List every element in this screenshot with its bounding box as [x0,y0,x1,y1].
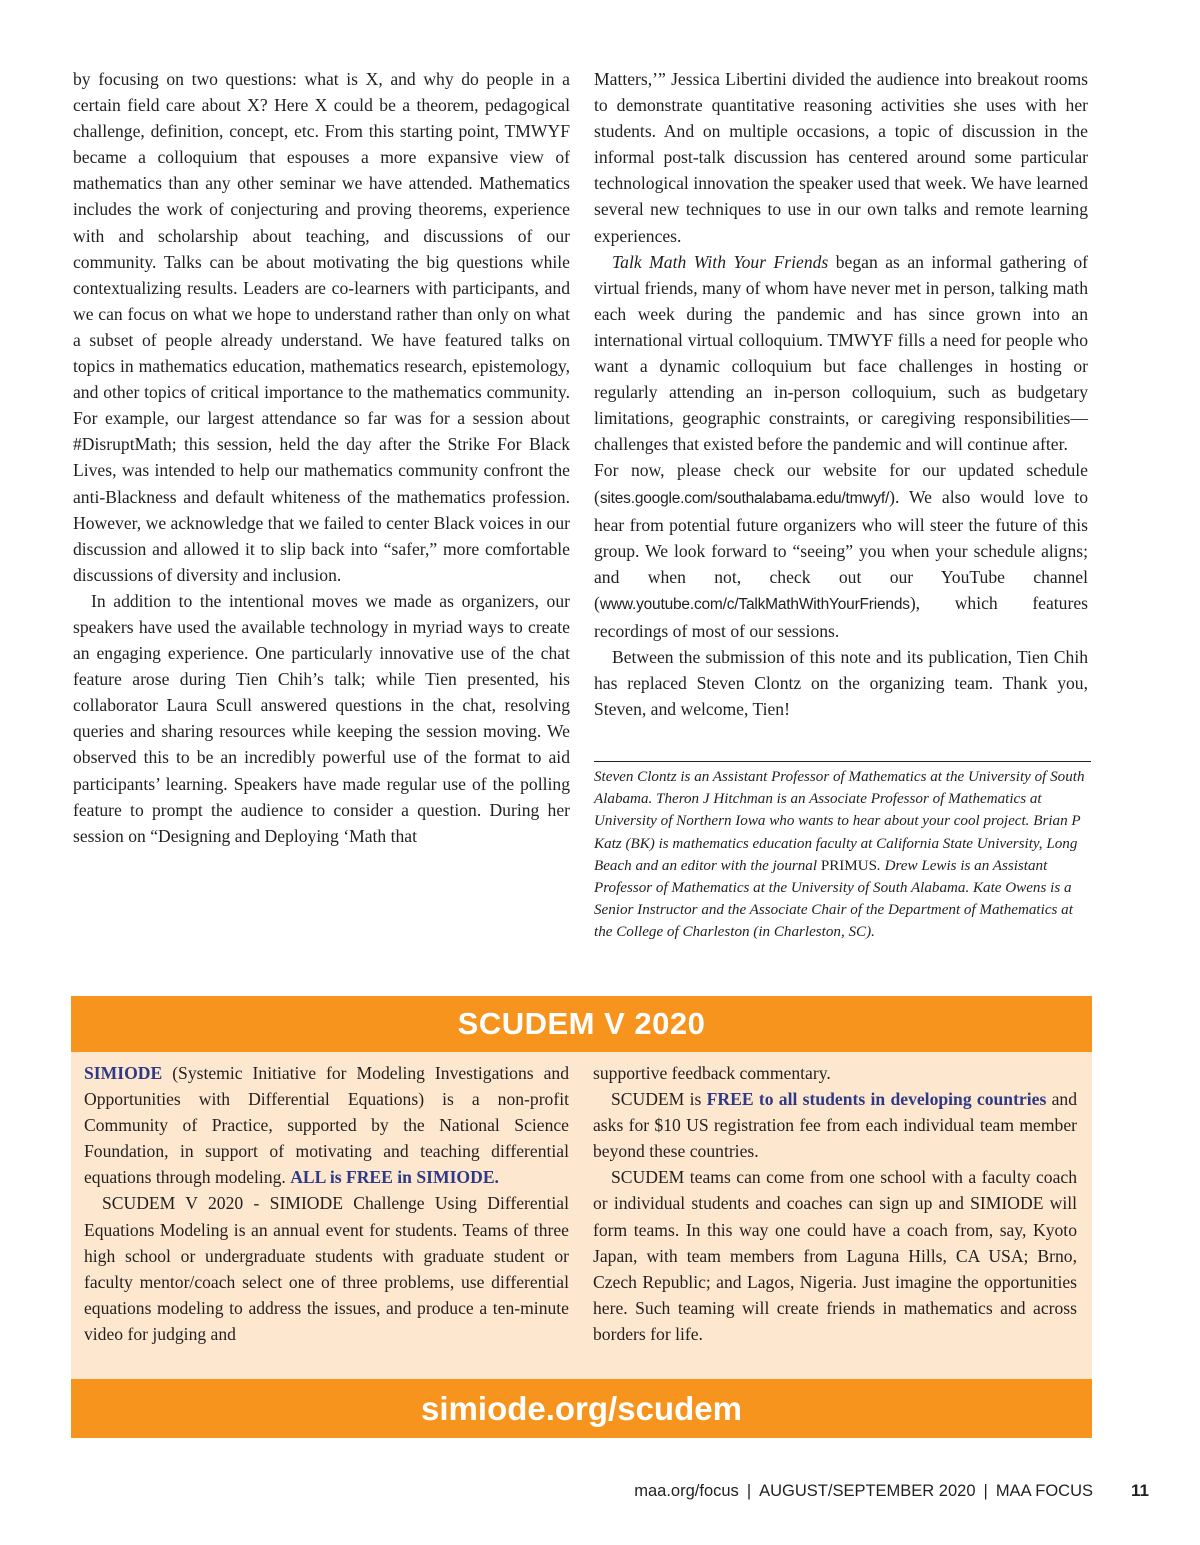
page-number: 11 [1131,1481,1149,1500]
scudem-paragraph: SCUDEM V 2020 - SIMIODE Challenge Using Differential Equations Modeling is an annual event for students. Teams of three high school or undergraduate students with graduate student or faculty mentor/coach select one of three problems, use differential equations modeling to address the issues, and produce a ten-minute video for judging and [84,1193,569,1344]
article-paragraph: Between the submission of this note and its publication, Tien Chih has replaced Steven Clontz on the organizing team. Thank you, Steven, and welcome, Tien! [594,647,1088,720]
article-paragraph: For now, please check our website for our updated schedule (sites.google.com/southalabama.edu/tmwyf/). We also would love to hear from potential future organizers who will steer the future of this group. We look forward to “seeing” you when your schedule aligns; and when not, check out our YouTube channel (www.youtube.com/c/TalkMathWithYourFriends), which features recordings of most of our sessions. [594,460,1088,641]
journal-name: PRIMUS [820,857,878,874]
article-column-left [73,66,570,849]
page-folio: maa.org/focus | AUGUST/SEPTEMBER 2020 | MAA FOCUS [634,1482,1093,1500]
seminar-title: Talk Math With Your Friends [612,251,829,272]
simiode-link[interactable]: SIMIODE [84,1063,163,1083]
scudem-paragraph: supportive feedback commentary. [593,1063,831,1083]
youtube-link[interactable]: www.youtube.com/c/TalkMathWithYourFriends [599,595,910,613]
website-link[interactable]: sites.google.com/southalabama.edu/tmwyf/ [599,489,890,507]
free-highlight: ALL is FREE in SIMIODE. [290,1167,499,1188]
article-paragraph: by focusing on two questions: what is X, and why do people in a certain field care about X? Here X could be a theorem, pedagogical challenge, definition, concept, etc. From this starting point, TMWYF became a colloquium that espouses a more expansive view of mathematics than any other seminar we have attended. Mathematics includes the work of conjecturing and proving theorems, experience with and scholarship about teaching, and discussions of our community. Talks can be about motivating the big questions while contextualizing results. Leaders are co-learners with participants, and we can focus on what we hope to understand rather than only on what a subset of people already understand. We have featured talks on topics in mathematics education, mathematics research, epistemology, and other topics of critical importance to the mathematics community. For example, our largest attendance so far was for a session about #DisruptMath; this session, held the day after the Strike For Black Lives, was intended to help our mathematics community confront the anti-Blackness and default whiteness of the mathematics profession. However, we acknowledge that we failed to center Black voices in our discussion and allowed it to slip back into “safer,” more comfortable discussions of diversity and inclusion. [73,69,570,585]
scudem-column-right [593,1060,1077,1347]
folio-magazine: MAA FOCUS [995,1482,1093,1500]
scudem-paragraph: SCUDEM is FREE to all students in developing countries and asks for $10 US registration fee from each individual team member beyond these countries. [593,1089,1077,1162]
folio-site[interactable]: maa.org/focus [634,1482,739,1500]
scudem-paragraph: SCUDEM teams can come from one school with a faculty coach or individual students and coaches can sign up and SIMIODE will form teams. In this way one could have a coach from, say, Kyoto Japan, with team members from Laguna Hills, CA USA; Brno, Czech Republic; and Lagos, Nigeria. Just imagine the opportunities here. Such teaming will create friends in mathematics and across borders for life. [593,1167,1077,1344]
scudem-column-left [84,1060,569,1347]
article-paragraph: Matters,’” Jessica Libertini divided the audience into breakout rooms to demonstrate quantitative reasoning activities she uses with her students. And on multiple occasions, a topic of discussion in the informal post-talk discussion has centered around some particular technological innovation the speaker used that week. We have learned several new techniques to use in our own talks and remote learning experiences. [594,69,1088,246]
article-paragraph: In addition to the intentional moves we made as organizers, our speakers have used the available technology in myriad ways to create an engaging experience. One particularly innovative use of the chat feature arose during Tien Chih’s talk; while Tien presented, his collaborator Laura Scull answered questions in the chat, resolving queries and sharing resources while keeping the session moving. We observed this to be an incredibly powerful use of the format to aid participants’ learning. Speakers have made regular use of the polling feature to prompt the audience to consider a question. During her session on “Designing and Deploying ‘Math that [73,590,570,846]
article-paragraph: Talk Math With Your Friends began as an informal gathering of virtual friends, many of whom have never met in person, talking math each week during the pandemic and has since grown into an international virtual colloquium. TMWYF fills a need for people who want a dynamic colloquium but face challenges in hosting or regularly attending an in-person colloquium, such as budgetary limitations, geographic constraints, or caregiving responsibilities—challenges that existed before the pandemic and will continue after. [594,251,1088,455]
free-highlight: FREE to all students in developing countries [706,1089,1047,1110]
scudem-url-banner[interactable]: simiode.org/scudem [71,1379,1092,1438]
scudem-paragraph: SIMIODE (Systemic Initiative for Modeling Investigations and Opportunities with Differential Equations) is a non-profit Community of Practice, supported by the National Science Foundation, in support of motivating and teaching differential equations through modeling. ALL is FREE in SIMIODE. [84,1063,569,1188]
author-bio: Steven Clontz is an Assistant Professor of Mathematics at the University of South Alabama. Theron J Hitchman is an Associate Professor of Mathematics at University of Northern Iowa who wants to hear about your cool project. Brian P Katz (BK) is mathematics education faculty at California State University, Long Beach and an editor with the journal PRIMUS. Drew Lewis is an Assistant Professor of Mathematics at the University of South Alabama. Kate Owens is a Senior Instructor and the Associate Chair of the Department of Mathematics at the College of Charleston (in Charleston, SC). [594,769,1085,941]
folio-issue: AUGUST/SEPTEMBER 2020 [759,1482,976,1500]
article-column-right [594,66,1088,722]
scudem-title: SCUDEM V 2020 [71,996,1092,1052]
bio-divider [594,761,1091,762]
